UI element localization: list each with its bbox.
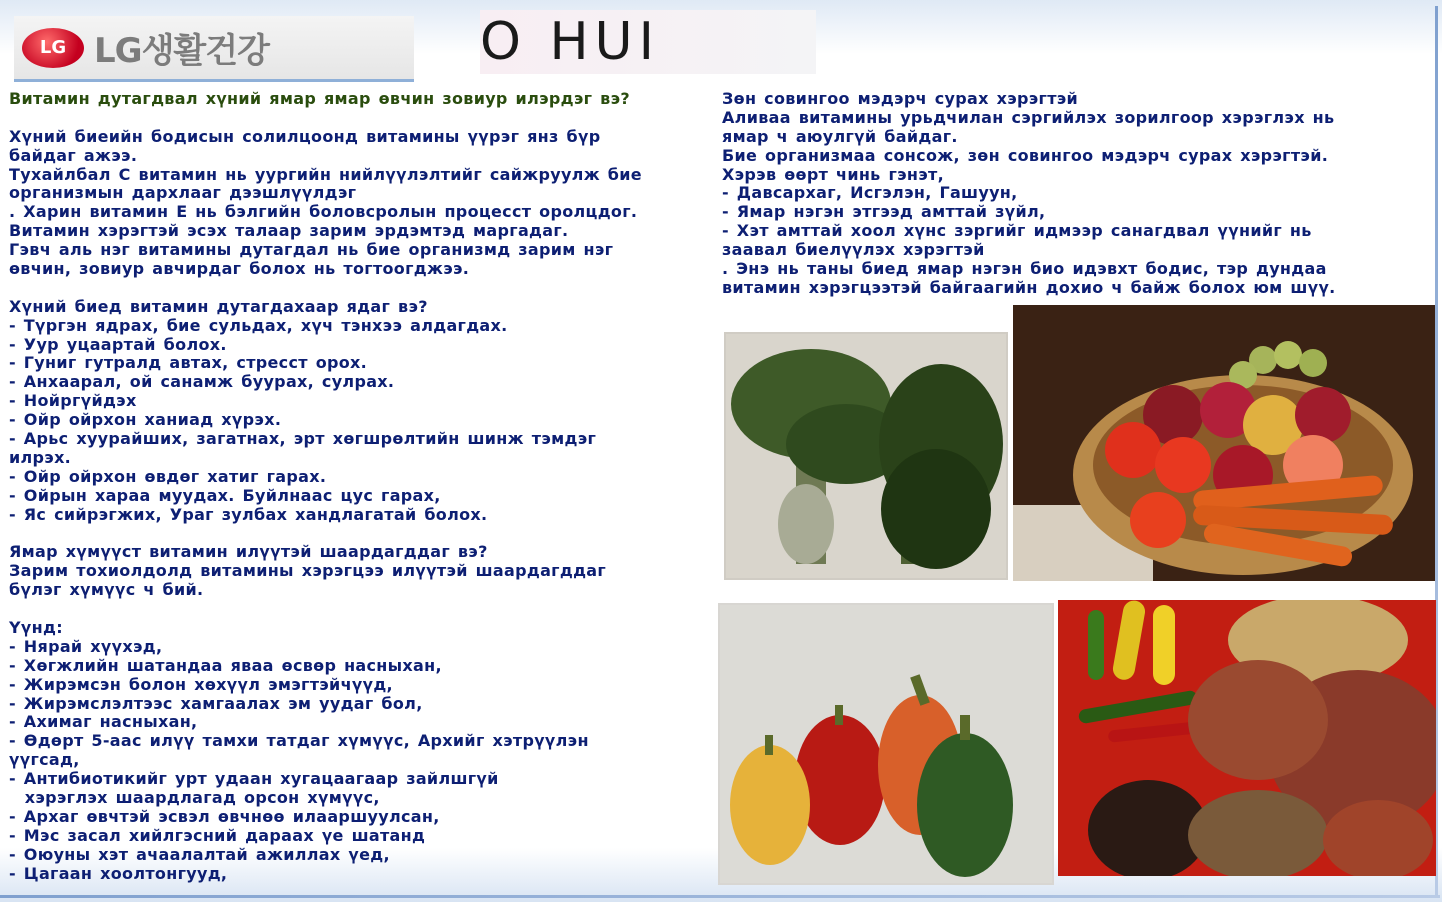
right-column-line: Аливаа витамины урьдчилан сэргийлэх зорилгоор хэрэглэх нь (722, 107, 1335, 127)
lg-household-logo (14, 16, 414, 82)
left-column-line: . Харин витамин Е нь бэлгийн боловсролын процесст оролцдог. (9, 202, 638, 222)
fruit-basket-photo (1013, 305, 1435, 581)
broccoli-photo (724, 332, 1008, 580)
lg-logo-mark: LG (22, 28, 84, 68)
peppers-and-beans-photo (1058, 600, 1436, 876)
left-column-line: Витамин дутагдвал хүний ямар ямар өвчин зовиур илэрдэг вэ? (9, 89, 630, 108)
left-column-line: Хүний биеийн бодисын солилцоонд витамины үүрэг янз бүр (9, 126, 601, 146)
left-column-line: - Цагаан хоолтонгууд, (9, 863, 228, 883)
left-column-line: Үүнд: (9, 617, 63, 637)
right-column-line: . Энэ нь таны биед ямар нэгэн био идэвхт бодис, тэр дундаа (722, 259, 1327, 279)
left-column-line: - Түргэн ядрах, бие сульдах, хүч тэнхээ алдагдах. (9, 315, 508, 335)
right-column-line: Хэрэв өөрт чинь гэнэт, (722, 164, 945, 184)
right-column-line: ямар ч аюулгүй байдаг. (722, 126, 958, 146)
left-column-line: - Нойргүйдэх (9, 391, 137, 411)
frame-border-bottom (0, 895, 1440, 898)
left-column-line: - Антибиотикийг урт удаан хугацаагаар зайлшгүй (9, 769, 499, 789)
left-column-line: өвчин, зовиур авчирдаг болох нь тогтоогджээ. (9, 259, 470, 279)
blank-line (9, 524, 709, 543)
bell-peppers-photo (718, 603, 1054, 885)
left-column-line: - Архаг өвчтэй эсвэл өвчнөө илааршуулсан, (9, 806, 440, 826)
left-column-line: - Ойр ойрхон өвдөг хатиг гарах. (9, 466, 327, 486)
blank-line (9, 109, 709, 128)
left-column-line: - Оюуны хэт ачаалалтай ажиллах үед, (9, 844, 390, 864)
left-column-line: үүгсад, (9, 750, 80, 770)
left-text-column (9, 90, 709, 883)
right-column-line: - Давсархаг, Исгэлэн, Гашуун, (722, 183, 1018, 203)
left-column-line: Тухайлбал С витамин нь уургийн нийлүүлэлтийг сайжруулж бие (9, 164, 642, 184)
ohui-logo-text: O HUI (480, 12, 660, 72)
ohui-logo (480, 10, 816, 74)
left-column-line: - Жирэмслэлтээс хамгаалах эм уудаг бол, (9, 693, 423, 713)
left-column-line: - Ахимаг насныхан, (9, 712, 198, 732)
left-column-line: - Хөгжлийн шатандаа яваа өсвөр насныхан, (9, 655, 442, 675)
left-column-line: илрэх. (9, 447, 72, 467)
left-column-line: - Өдөрт 5-аас илүү тамхи татдаг хүмүүс, Архийг хэтрүүлэн (9, 731, 589, 751)
left-column-line: Витамин хэрэгтэй эсэх талаар зарим эрдэмтэд маргадаг. (9, 221, 569, 241)
left-column-line: - Ойр ойрхон ханиад хүрэх. (9, 410, 282, 430)
left-column-line: - Мэс засал хийлгэсний дараах үе шатанд (9, 825, 426, 845)
left-column-line: Гэвч аль нэг витамины дутагдал нь бие организмд зарим нэг (9, 240, 614, 260)
blank-line (9, 600, 709, 619)
left-column-line: - Нярай хүүхэд, (9, 636, 163, 656)
left-column-line: - Анхаарал, ой санамж буурах, сулрах. (9, 372, 395, 392)
right-column-line: - Хэт амттай хоол хүнс зэргийг идмээр санагдвал үүнийг нь (722, 221, 1312, 241)
right-column-line: - Ямар нэгэн этгээд амттай зүйл, (722, 202, 1046, 222)
left-column-line: организмын дархлааг дээшлүүлдэг (9, 183, 357, 203)
left-column-line: байдаг ажээ. (9, 145, 138, 165)
right-column-line: Бие организмаа сонсож, зөн совингоо мэдэрч сурах хэрэгтэй. (722, 145, 1329, 165)
left-column-line: - Яс сийрэгжих, Ураг зулбах хандлагатай болох. (9, 504, 488, 524)
left-column-line: - Жирэмсэн болон хөхүүл эмэгтэйчүүд, (9, 674, 393, 694)
right-column-line: витамин хэрэгцээтэй байгаагийн дохио ч байж болох юм шүү. (722, 277, 1336, 297)
right-text-column (722, 90, 1422, 298)
left-column-line: Ямар хүмүүст витамин илүүтэй шаардагддаг вэ? (9, 542, 488, 562)
left-column-line: хэрэглэх шаардлагад орсон хүмүүс, (9, 787, 380, 807)
left-column-line: Хүний биед витамин дутагдахаар ядаг вэ? (9, 296, 428, 316)
lg-logo-text: LG생활건강 (94, 31, 269, 71)
left-column-line: - Ойрын хараа муудах. Буйлнаас цус гарах, (9, 485, 441, 505)
left-column-line: - Уур уцаартай болох. (9, 334, 227, 354)
right-column-line: Зөн совингоо мэдэрч сурах хэрэгтэй (722, 89, 1079, 108)
left-column-line: Зарим тохиолдолд витамины хэрэгцээ илүүтэй шаардагддаг (9, 561, 607, 581)
left-column-line: - Арьс хуурайших, загатнах, эрт хөгшрөлтийн шинж тэмдэг (9, 429, 597, 449)
blank-line (9, 279, 709, 298)
right-column-line: заавал биелүүлэх хэрэгтэй (722, 240, 985, 260)
left-column-line: бүлэг хүмүүс ч бий. (9, 580, 204, 600)
left-column-line: - Гуниг гутралд автах, стресст орох. (9, 353, 368, 373)
